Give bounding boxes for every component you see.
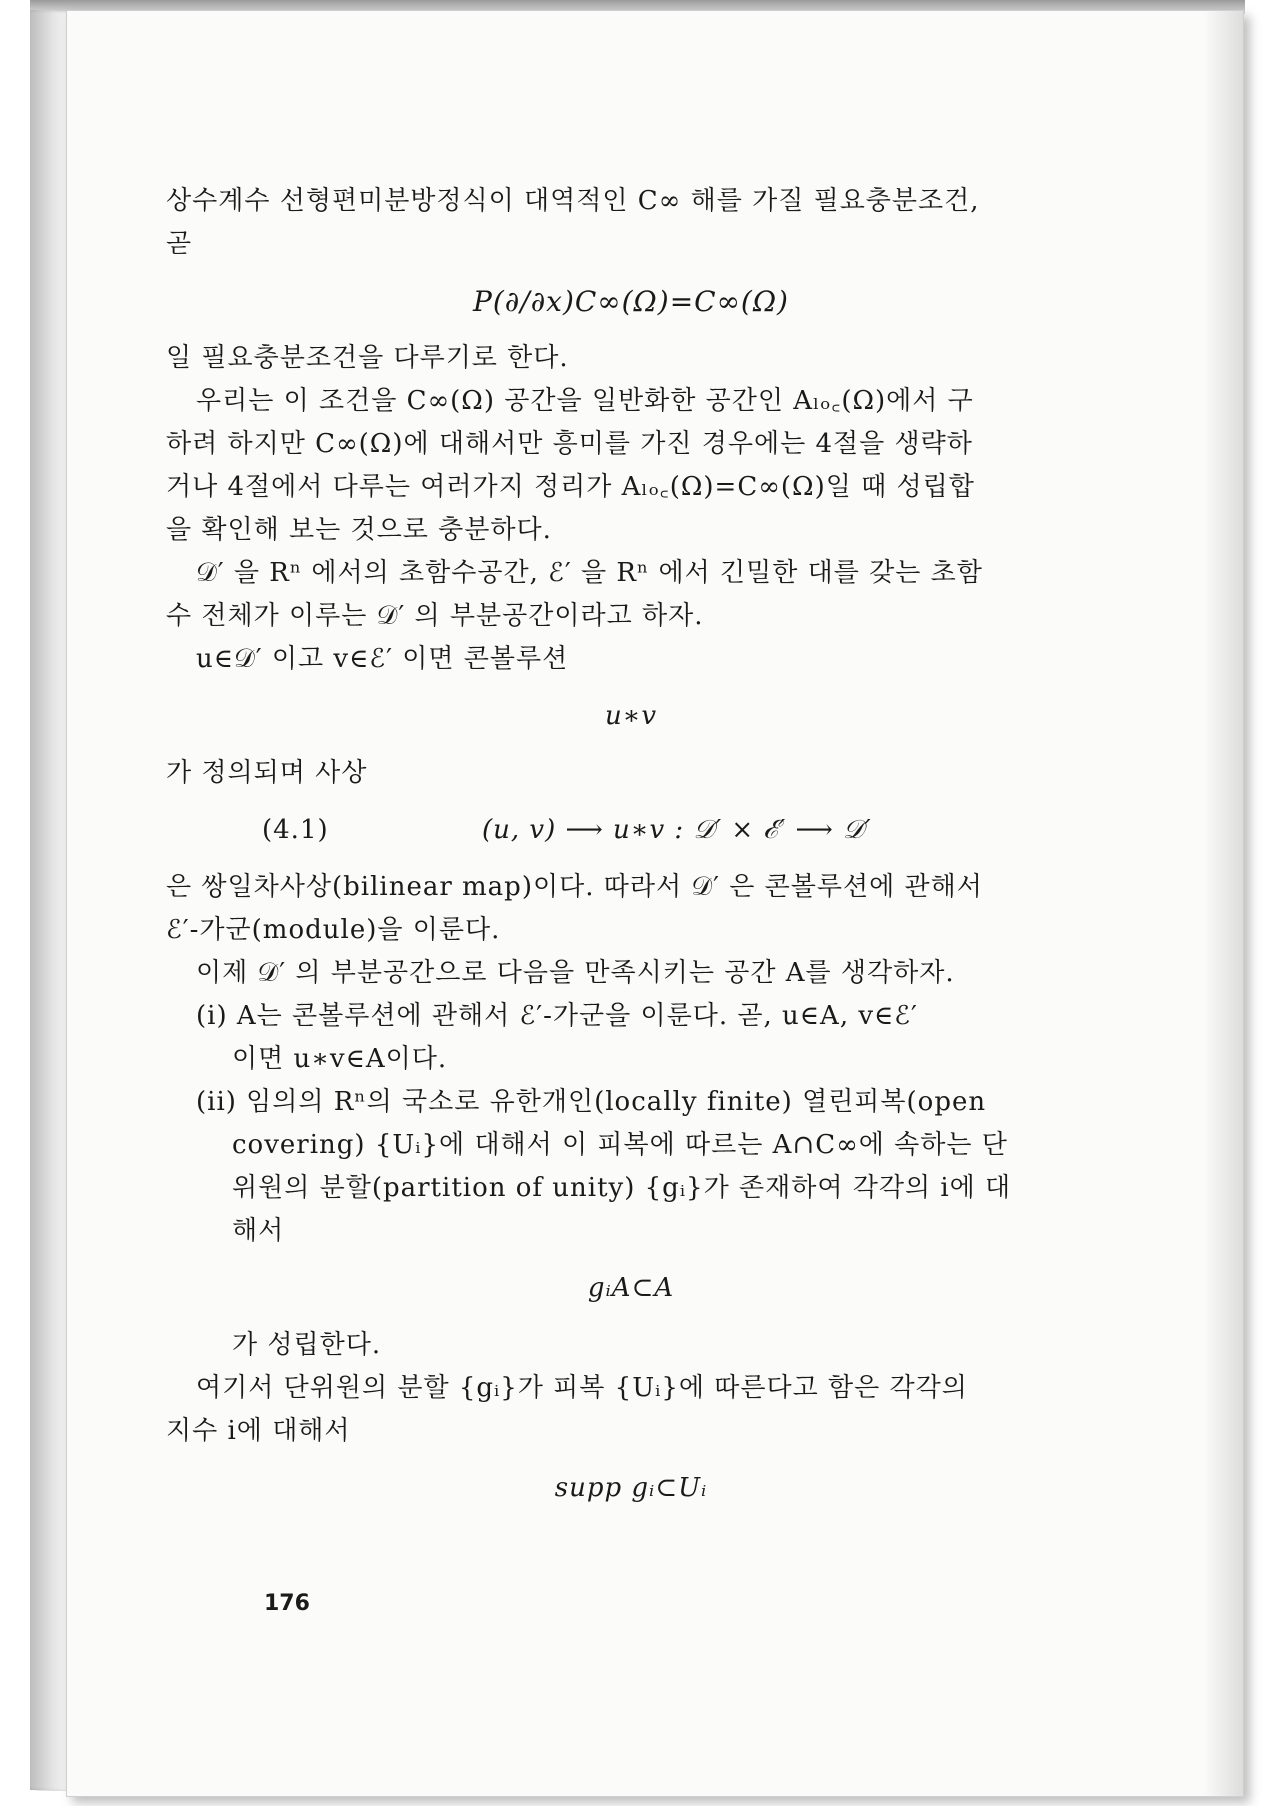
page-shadow [1203,11,1243,1796]
text-line: ℰ′-가군(module)을 이룬다. [166,915,501,945]
text-line: 여기서 단위원의 분할 {gᵢ}가 피복 {Uᵢ}에 따른다고 함은 각각의 [196,1373,968,1403]
list-item-continuation: 해서 [232,1216,285,1246]
text-line: 일 필요충분조건을 다루기로 한다. [166,343,569,373]
equation-number: (4.1) [262,815,329,845]
text-line: 𝒟′ 을 Rⁿ 에서의 초함수공간, ℰ′ 을 Rⁿ 에서 긴밀한 대를 갖는 초함 [196,558,983,588]
text-line: u∈𝒟′ 이고 v∈ℰ′ 이면 콘볼루션 [196,644,569,674]
text-line: 우리는 이 조건을 C∞(Ω) 공간을 일반화한 공간인 Aₗₒ꜀(Ω)에서 구 [196,386,974,416]
list-item-continuation: 위원의 분할(partition of unity) {gᵢ}가 존재하여 각각의 i에 대 [232,1173,1012,1203]
text-line: 지수 i에 대해서 [166,1416,351,1446]
formula: u∗v [604,701,658,731]
text-line: 상수계수 선형편미분방정식이 대역적인 C∞ 해를 가질 필요충분조건, [166,186,980,216]
page-number: 176 [264,1591,310,1616]
book-spine [30,10,70,1791]
numbered-equation [166,809,1096,852]
text-line: 하려 하지만 C∞(Ω)에 대해서만 흥미를 가진 경우에는 4절을 생략하 [166,429,973,459]
list-item-continuation: covering) {Uᵢ}에 대해서 이 피복에 따르는 A∩C∞에 속하는 단 [232,1130,1008,1160]
formula: gᵢA⊂A [587,1273,675,1303]
list-item-continuation: 이면 u∗v∈A이다. [232,1044,448,1074]
formula: P(∂/∂x)C∞(Ω)=C∞(Ω) [473,285,789,318]
text-line: 수 전체가 이루는 𝒟′ 의 부분공간이라고 하자. [166,601,704,631]
text-line: 곧 [166,229,193,259]
page-body [166,180,1096,1510]
list-item: (ii) 임의의 Rⁿ의 국소로 유한개인(locally finite) 열린피복(open [196,1087,987,1117]
formula: supp gᵢ⊂Uᵢ [554,1473,708,1503]
text-line: 가 성립한다. [232,1330,382,1360]
list-item: (i) A는 콘볼루션에 관해서 ℰ′-가군을 이룬다. 곧, u∈A, v∈ℰ′ [196,1001,918,1031]
text-line: 이제 𝒟′ 의 부분공간으로 다음을 만족시키는 공간 A를 생각하자. [196,958,955,988]
text-line: 거나 4절에서 다루는 여러가지 정리가 Aₗₒ꜀(Ω)=C∞(Ω)일 때 성립합 [166,472,975,502]
text-line: 은 쌍일차사상(bilinear map)이다. 따라서 𝒟′ 은 콘볼루션에 관해서 [166,872,983,902]
text-line: 가 정의되며 사상 [166,758,368,788]
text-line: 을 확인해 보는 것으로 충분하다. [166,515,552,545]
formula: (u, v) ⟶ u∗v : 𝒟′ × ℰ′ ⟶ 𝒟′ [482,815,872,845]
